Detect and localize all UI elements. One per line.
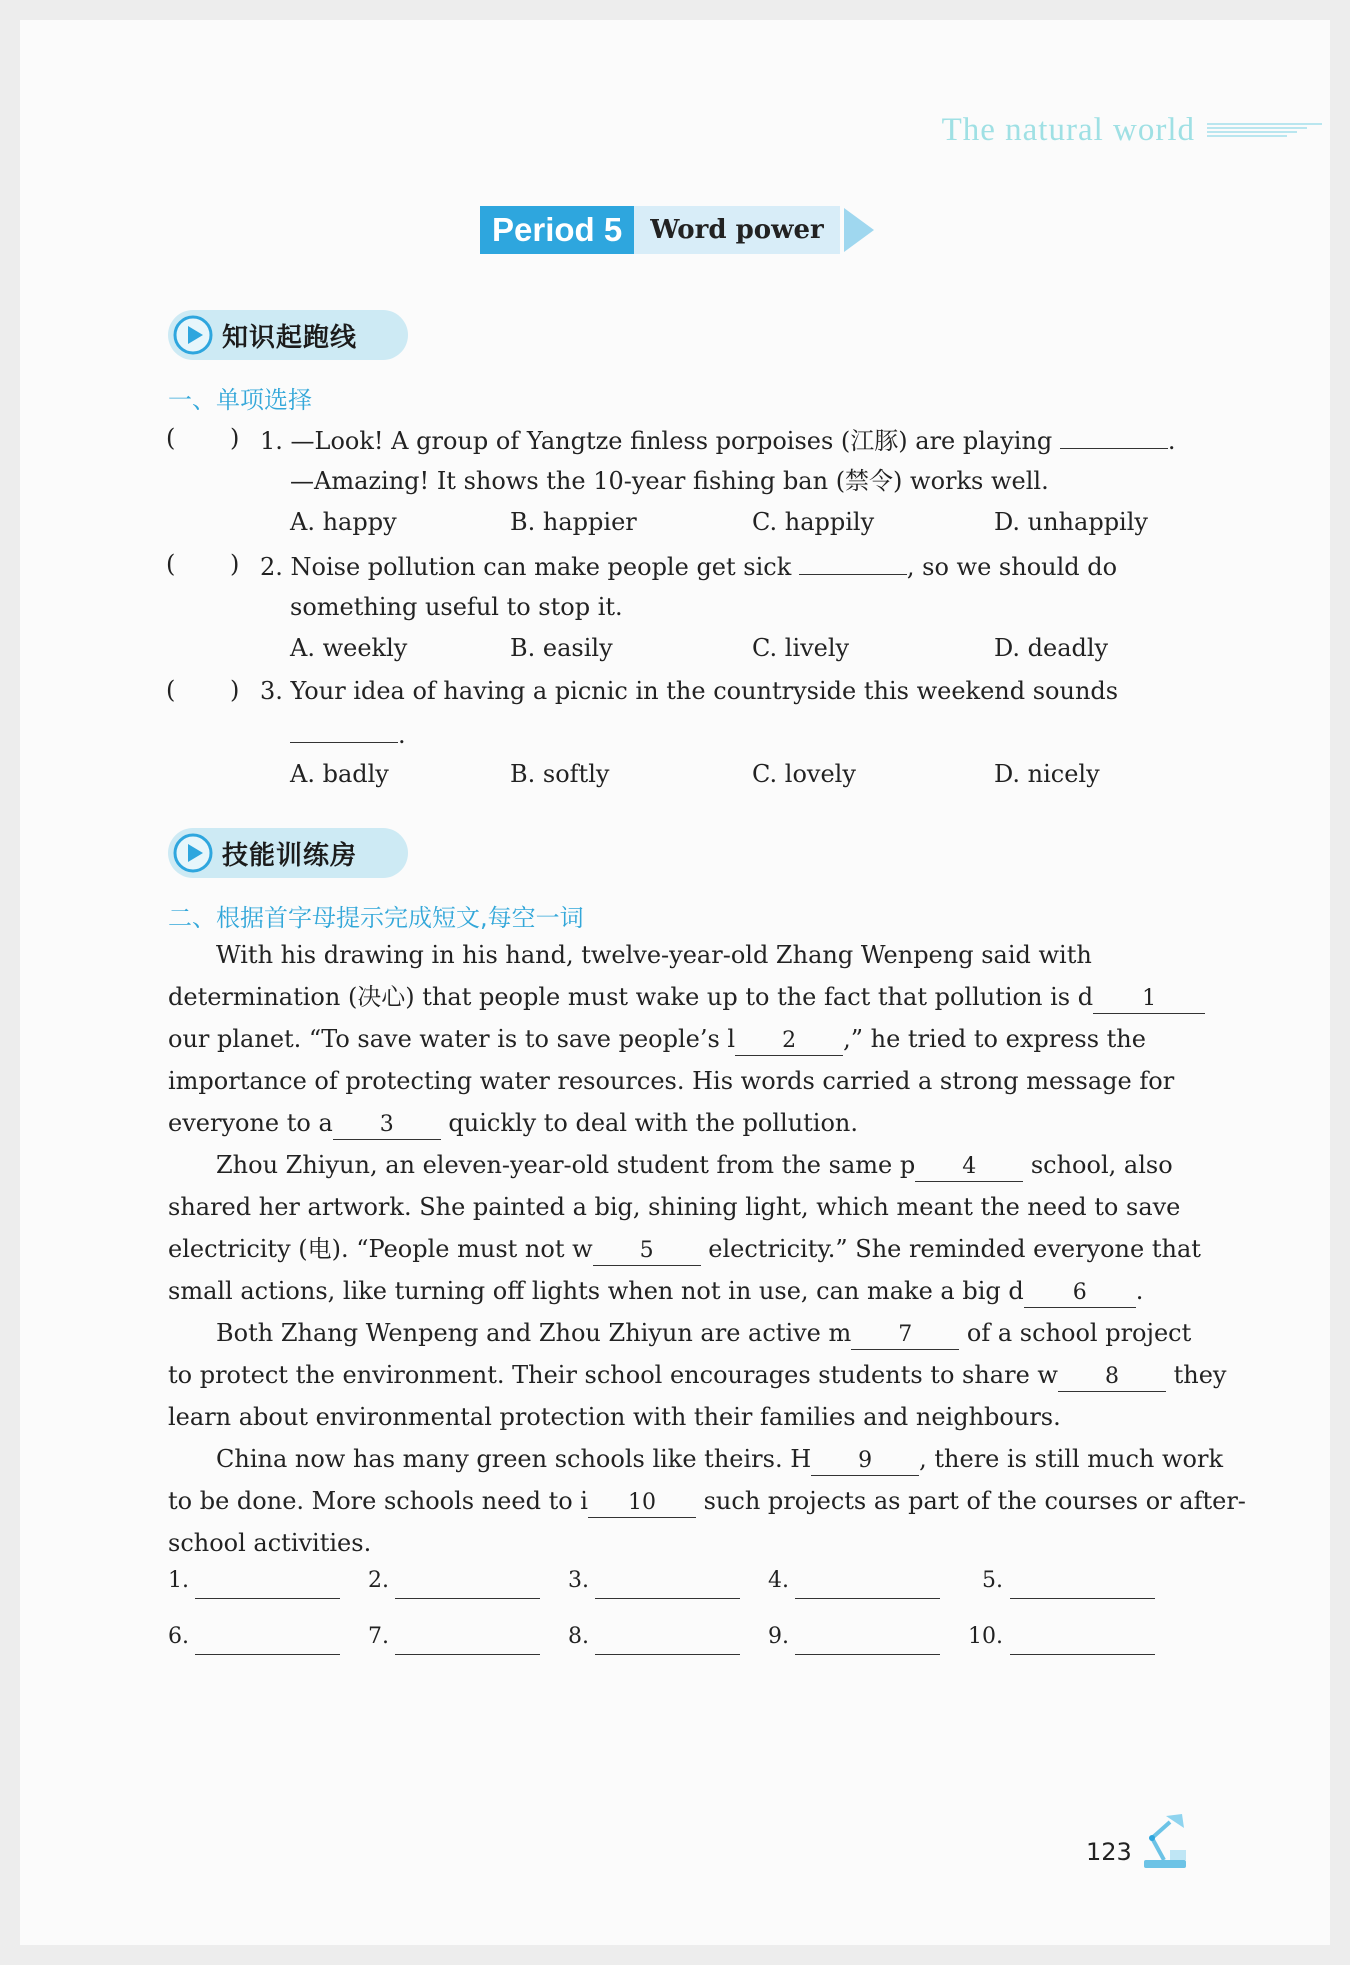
section-badge-skills: [168, 828, 408, 878]
option: B. easily: [510, 634, 613, 662]
numbered-blank[interactable]: 8: [1058, 1363, 1166, 1392]
passage-text: Zhou Zhiyun, an eleven-year-old student from the same p: [216, 1151, 916, 1179]
passage-text: such projects as part of the courses or after-: [703, 1487, 1246, 1515]
play-icon: [172, 832, 214, 874]
answer-blank[interactable]: [799, 548, 907, 575]
passage-line: shared her artwork. She painted a big, shining light, which meant the need to save: [168, 1193, 1181, 1221]
question-line: [290, 716, 406, 752]
numbered-blank[interactable]: 4: [915, 1153, 1023, 1182]
passage-line: [216, 1316, 1191, 1350]
answer-paren-open: (: [166, 424, 176, 452]
answer-blank[interactable]: [290, 716, 398, 743]
answer-line[interactable]: [395, 1598, 540, 1599]
answer-line[interactable]: [1010, 1654, 1155, 1655]
passage-text: .: [1135, 1277, 1144, 1305]
period-title: Word power: [634, 206, 840, 254]
passage-text: everyone to a: [168, 1109, 333, 1137]
answer-line[interactable]: [595, 1654, 740, 1655]
numbered-blank[interactable]: 6: [1024, 1279, 1136, 1308]
answer-label: 2.: [368, 1568, 389, 1593]
passage-line: school activities.: [168, 1529, 372, 1557]
answer-paren-close: ): [230, 550, 240, 578]
answer-label: 8.: [568, 1624, 589, 1649]
period-banner: [480, 206, 876, 256]
passage-text: electricity (电). “People must not w: [168, 1235, 593, 1263]
question-text-end: , so we should do: [906, 553, 1118, 581]
option: D. nicely: [994, 760, 1100, 788]
passage-line: [216, 1148, 1173, 1182]
page-number: 123: [1086, 1838, 1132, 1866]
answer-paren-open: (: [166, 676, 176, 704]
question-line: —Amazing! It shows the 10-year fishing ban (禁令) works well.: [290, 467, 1049, 495]
passage-text: they: [1173, 1361, 1227, 1389]
passage-line: [168, 1106, 858, 1140]
passage-line: [168, 1274, 1143, 1308]
banner-arrow-icon: [840, 206, 876, 254]
play-icon: [172, 314, 214, 356]
decorative-lines-icon: [1207, 118, 1322, 142]
passage-text: school, also: [1030, 1151, 1173, 1179]
numbered-blank[interactable]: 3: [333, 1111, 441, 1140]
question-text: 2. Noise pollution can make people get sick: [260, 553, 792, 581]
answer-line[interactable]: [1010, 1598, 1155, 1599]
answer-line[interactable]: [195, 1598, 340, 1599]
passage-line: [168, 1022, 1146, 1056]
section-badge-label: 技能训练房: [222, 840, 358, 871]
passage-text: of a school project: [966, 1319, 1192, 1347]
answer-paren-open: (: [166, 550, 176, 578]
question-text-end: .: [398, 721, 406, 749]
desk-lamp-icon: [1130, 1810, 1196, 1872]
passage-line: [168, 1358, 1226, 1392]
answer-line[interactable]: [795, 1598, 940, 1599]
answer-line[interactable]: [795, 1654, 940, 1655]
running-header-title: The natural world: [941, 111, 1195, 148]
answer-label: 1.: [168, 1568, 189, 1593]
passage-text: China now has many green schools like theirs. H: [216, 1445, 812, 1473]
numbered-blank[interactable]: 1: [1093, 985, 1205, 1014]
answer-line[interactable]: [195, 1654, 340, 1655]
option: C. lovely: [752, 760, 856, 788]
question-line: [260, 548, 1117, 584]
question-text-end: .: [1167, 427, 1176, 455]
passage-text: to be done. More schools need to i: [168, 1487, 588, 1515]
passage-text: Both Zhang Wenpeng and Zhou Zhiyun are active m: [216, 1319, 852, 1347]
numbered-blank[interactable]: 9: [811, 1447, 919, 1476]
option: B. happier: [510, 508, 637, 536]
passage-text: quickly to deal with the pollution.: [448, 1109, 859, 1137]
answer-label: 4.: [768, 1568, 789, 1593]
answer-label: 7.: [368, 1624, 389, 1649]
answer-line[interactable]: [595, 1598, 740, 1599]
passage-text: our planet. “To save water is to save people’s l: [168, 1025, 736, 1053]
period-label: Period 5: [480, 206, 634, 254]
option: A. weekly: [290, 634, 408, 662]
passage-line: importance of protecting water resources. His words carried a strong message for: [168, 1067, 1175, 1095]
section-heading: 一、单项选择: [168, 386, 312, 414]
passage-text: electricity.” She reminded everyone that: [708, 1235, 1201, 1263]
answer-label: 3.: [568, 1568, 589, 1593]
passage-line: With his drawing in his hand, twelve-year-old Zhang Wenpeng said with: [216, 941, 1092, 969]
passage-text: ,” he tried to express the: [843, 1025, 1146, 1053]
option: C. lively: [752, 634, 850, 662]
question-text: 1. —Look! A group of Yangtze finless porpoises (江豚) are playing: [260, 427, 1053, 455]
question-line: [260, 422, 1176, 458]
option: A. happy: [290, 508, 397, 536]
numbered-blank[interactable]: 2: [735, 1027, 843, 1056]
numbered-blank[interactable]: 7: [851, 1321, 959, 1350]
answer-label: 10.: [968, 1624, 1003, 1649]
answer-label: 6.: [168, 1624, 189, 1649]
question-line: 3. Your idea of having a picnic in the countryside this weekend sounds: [260, 677, 1119, 705]
answer-label: 5.: [982, 1568, 1003, 1593]
numbered-blank[interactable]: 5: [593, 1237, 701, 1266]
running-header: [942, 108, 1330, 152]
passage-text: small actions, like turning off lights when not in use, can make a big d: [168, 1277, 1024, 1305]
passage-text: , there is still much work: [919, 1445, 1223, 1473]
section-badge-knowledge: [168, 310, 408, 360]
option: A. badly: [290, 760, 389, 788]
question-line: something useful to stop it.: [290, 593, 623, 621]
answer-blank[interactable]: [1060, 422, 1168, 449]
section-badge-label: 知识起跑线: [222, 322, 358, 353]
option: D. deadly: [994, 634, 1109, 662]
passage-line: [216, 1442, 1223, 1476]
option: C. happily: [752, 508, 875, 536]
section-heading: 二、根据首字母提示完成短文,每空一词: [168, 904, 584, 932]
passage-line: learn about environmental protection with their families and neighbours.: [168, 1403, 1061, 1431]
passage-line: [168, 1232, 1201, 1266]
numbered-blank[interactable]: 10: [588, 1489, 696, 1518]
passage-text: to protect the environment. Their school encourages students to share w: [168, 1361, 1058, 1389]
option: B. softly: [510, 760, 610, 788]
answer-line[interactable]: [395, 1654, 540, 1655]
answer-paren-close: ): [230, 676, 240, 704]
passage-text: determination (决心) that people must wake up to the fact that pollution is d: [168, 983, 1094, 1011]
passage-line: [168, 1484, 1246, 1518]
option: D. unhappily: [994, 508, 1148, 536]
answer-paren-close: ): [230, 424, 240, 452]
passage-line: [168, 980, 1205, 1014]
answer-label: 9.: [768, 1624, 789, 1649]
workbook-page: [20, 20, 1330, 1945]
